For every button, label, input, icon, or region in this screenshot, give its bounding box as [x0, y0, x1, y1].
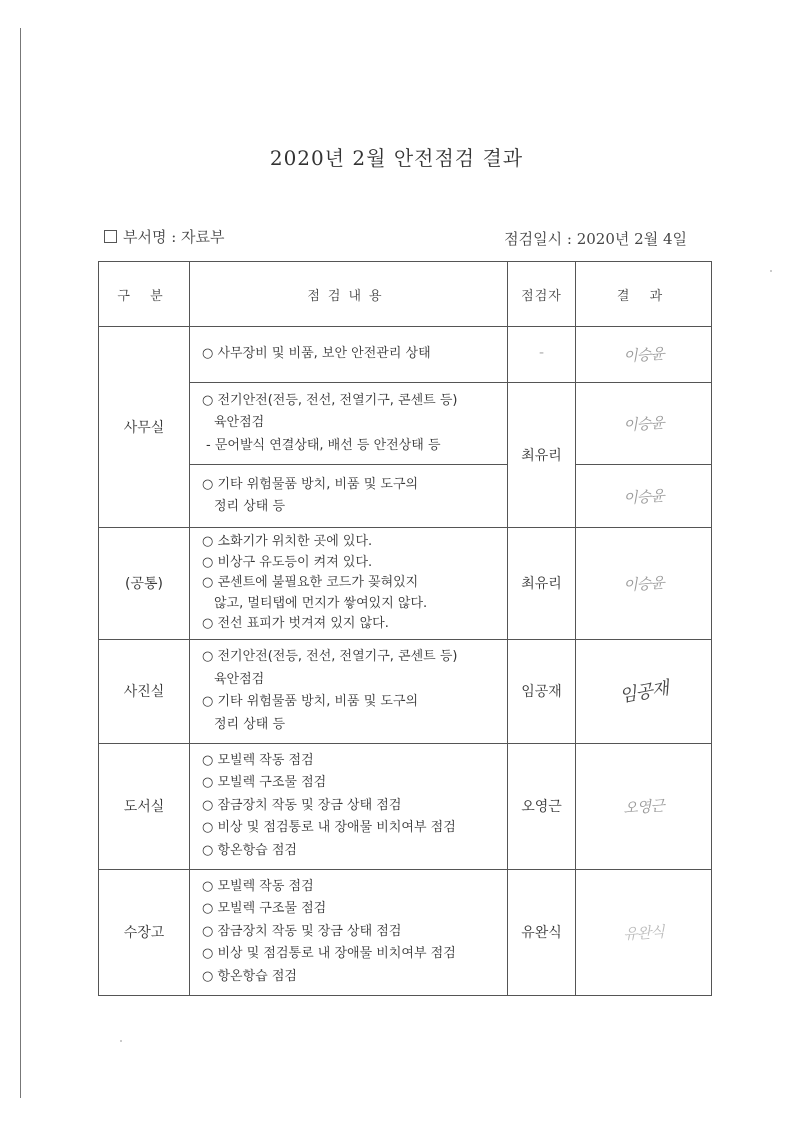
result-cell	[576, 383, 712, 465]
check-item: ○ 전기안전(전등, 전선, 전열기구, 콘센트 등)	[202, 649, 458, 664]
binding-margin-line	[20, 28, 21, 1098]
check-item: ○ 항온항습 점검	[202, 842, 297, 858]
table-row	[99, 465, 712, 528]
check-item: ○ 비상 및 점검통로 내 장애물 비치여부 점검	[202, 820, 456, 836]
result-cell	[576, 869, 712, 995]
check-item: 육안점검	[214, 671, 265, 687]
table-row	[99, 639, 712, 743]
items-cell	[190, 383, 508, 465]
inspector-cell: 최유리	[508, 528, 576, 640]
check-item: ○ 비상구 유도등이 켜져 있다.	[202, 554, 373, 570]
signature: 임공재	[617, 677, 670, 708]
check-item: ○ 모빌렉 작동 점검	[202, 752, 314, 768]
department-label: 부서명 : 자료부	[123, 228, 225, 246]
inspector-cell: 오영근	[508, 743, 576, 869]
signature: 오영근	[622, 796, 665, 817]
check-item: ○ 모빌렉 작동 점검	[202, 878, 314, 894]
signature: 유완식	[622, 922, 665, 943]
header-inspector: 점검자	[508, 262, 576, 327]
signature: 이승윤	[622, 344, 665, 366]
header-content: 점검내용	[190, 262, 508, 327]
category-cell: (공통)	[99, 528, 190, 640]
check-item: 육안점검	[214, 415, 265, 431]
department-line	[104, 226, 225, 247]
signature: 이승윤	[622, 413, 665, 435]
header-category: 구 분	[99, 262, 190, 327]
check-item: ○ 비상 및 점검통로 내 장애물 비치여부 점검	[202, 946, 456, 962]
check-item: ○ 콘센트에 불필요한 코드가 꽂혀있지	[202, 575, 419, 590]
result-cell	[576, 743, 712, 869]
items-cell	[190, 465, 508, 528]
table-row	[99, 528, 712, 640]
check-item: - 문어발식 연결상태, 배선 등 안전상태 등	[206, 437, 441, 453]
check-item: 않고, 멀티탭에 먼지가 쌓여있지 않다.	[214, 595, 428, 611]
check-item: ○ 전선 표피가 벗겨져 있지 않다.	[202, 616, 389, 631]
category-cell: 도서실	[99, 743, 190, 869]
result-cell	[576, 528, 712, 640]
category-cell: 사진실	[99, 639, 190, 743]
category-cell: 수장고	[99, 869, 190, 995]
check-item: ○ 기타 위험물품 방치, 비품 및 도구의	[202, 694, 419, 709]
check-item: ○ 잠금장치 작동 및 장금 상태 점검	[202, 797, 402, 813]
inspector-marker: -	[508, 327, 576, 383]
items-cell	[190, 743, 508, 869]
header-result: 결 과	[576, 262, 712, 327]
table-row	[99, 743, 712, 869]
inspection-date: 점검일시 : 2020년 2월 4일	[504, 230, 687, 248]
inspector-cell: 유완식	[508, 869, 576, 995]
scan-speck	[770, 270, 772, 272]
scan-speck	[120, 1040, 122, 1042]
items-cell	[190, 327, 508, 383]
check-item: ○ 사무장비 및 비품, 보안 안전관리 상태	[202, 346, 431, 362]
result-cell	[576, 465, 712, 528]
check-item: ○ 전기안전(전등, 전선, 전열기구, 콘센트 등)	[202, 392, 458, 408]
check-item: ○ 잠금장치 작동 및 장금 상태 점검	[202, 923, 402, 939]
result-cell	[576, 639, 712, 743]
signature: 이승윤	[622, 486, 665, 507]
table-row	[99, 383, 712, 465]
signature: 이승윤	[622, 573, 665, 595]
table-row	[99, 869, 712, 995]
inspection-table	[98, 261, 712, 996]
items-cell	[190, 639, 508, 743]
check-item: ○ 모빌렉 구조물 점검	[202, 775, 327, 791]
table-row	[99, 327, 712, 383]
items-cell	[190, 869, 508, 995]
category-cell: 사무실	[99, 327, 190, 528]
result-cell	[576, 327, 712, 383]
inspector-cell: 임공재	[508, 639, 576, 743]
page-title: 2020년 2월 안전점검 결과	[269, 146, 524, 170]
check-item: ○ 소화기가 위치한 곳에 있다.	[202, 534, 373, 549]
check-item: 정리 상태 등	[214, 499, 286, 514]
check-item: 정리 상태 등	[214, 716, 286, 732]
checkbox-icon	[104, 230, 117, 243]
check-item: ○ 기타 위험물품 방치, 비품 및 도구의	[202, 476, 419, 492]
inspector-cell: 최유리	[508, 383, 576, 528]
check-item: ○ 항온항습 점검	[202, 968, 297, 984]
items-cell	[190, 528, 508, 640]
check-item: ○ 모빌렉 구조물 점검	[202, 901, 327, 917]
header-row	[99, 262, 712, 327]
